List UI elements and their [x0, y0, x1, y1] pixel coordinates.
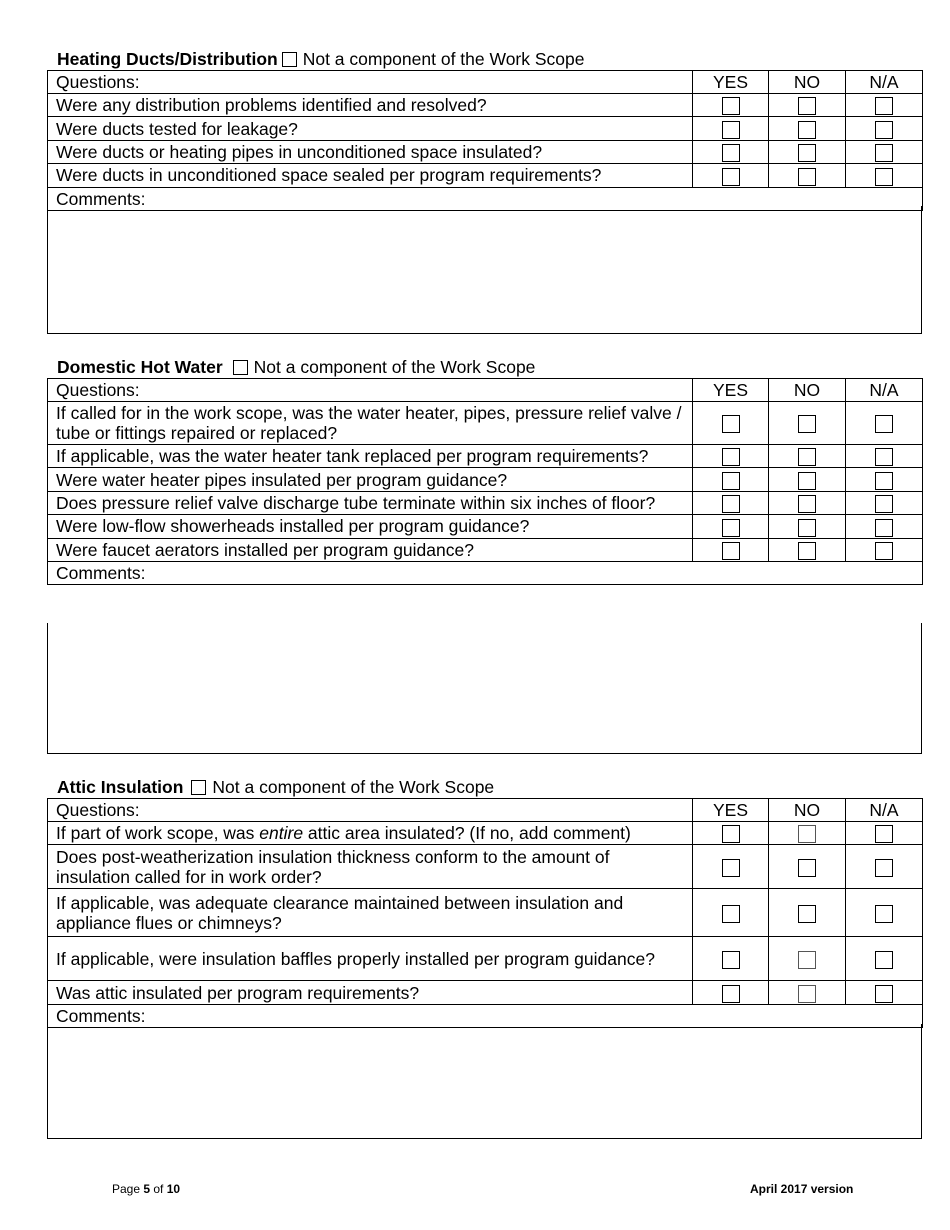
no-checkbox[interactable]: [798, 495, 816, 513]
no-checkbox[interactable]: [798, 985, 816, 1003]
question-text: Were water heater pipes insulated per program guidance?: [48, 468, 693, 491]
no-header: NO: [769, 799, 846, 822]
yes-header: YES: [693, 379, 769, 402]
question-text: If applicable, was adequate clearance maintained between insulation and appliance flues or chimneys?: [48, 889, 693, 937]
na-checkbox[interactable]: [875, 519, 893, 537]
question-text: [48, 822, 693, 845]
yes-checkbox[interactable]: [722, 905, 740, 923]
yes-header: YES: [693, 71, 769, 94]
na-checkbox[interactable]: [875, 825, 893, 843]
question-row: [48, 468, 923, 491]
question-text: Were ducts in unconditioned space sealed per program requirements?: [48, 164, 693, 187]
comments-area[interactable]: [47, 206, 922, 334]
questions-header: Questions:: [48, 379, 693, 402]
no-checkbox[interactable]: [798, 121, 816, 139]
no-checkbox[interactable]: [798, 168, 816, 186]
no-checkbox[interactable]: [798, 951, 816, 969]
no-checkbox[interactable]: [798, 97, 816, 115]
comments-area[interactable]: [47, 623, 922, 754]
na-checkbox[interactable]: [875, 97, 893, 115]
domestic-hot-water-title-line: [57, 357, 535, 377]
question-row: [48, 94, 923, 117]
not-in-scope-checkbox[interactable]: [191, 780, 206, 795]
no-checkbox[interactable]: [798, 415, 816, 433]
question-text: Were low-flow showerheads installed per program guidance?: [48, 515, 693, 538]
no-checkbox[interactable]: [798, 448, 816, 466]
na-checkbox[interactable]: [875, 859, 893, 877]
na-header: N/A: [846, 379, 923, 402]
na-checkbox[interactable]: [875, 951, 893, 969]
yes-header: YES: [693, 799, 769, 822]
yes-checkbox[interactable]: [722, 859, 740, 877]
question-row: [48, 491, 923, 514]
na-checkbox[interactable]: [875, 472, 893, 490]
na-header: N/A: [846, 71, 923, 94]
question-row: [48, 845, 923, 889]
question-text: If applicable, was the water heater tank replaced per program requirements?: [48, 445, 693, 468]
yes-checkbox[interactable]: [722, 448, 740, 466]
not-in-scope-checkbox[interactable]: [282, 52, 297, 67]
no-checkbox[interactable]: [798, 519, 816, 537]
page-total: 10: [166, 1182, 181, 1196]
question-row: [48, 164, 923, 187]
question-text-emphasis: entire: [259, 823, 304, 844]
comments-label: Comments:: [48, 187, 923, 210]
not-in-scope-label: Not a component of the Work Scope: [302, 49, 585, 69]
question-text: Were any distribution problems identified and resolved?: [48, 94, 693, 117]
table-header-row: [48, 379, 923, 402]
no-checkbox[interactable]: [798, 905, 816, 923]
no-checkbox[interactable]: [798, 144, 816, 162]
table-header-row: [48, 799, 923, 822]
comments-label: Comments:: [48, 561, 923, 584]
question-text: Were ducts or heating pipes in unconditioned space insulated?: [48, 140, 693, 163]
questions-header: Questions:: [48, 71, 693, 94]
yes-checkbox[interactable]: [722, 825, 740, 843]
no-header: NO: [769, 71, 846, 94]
question-row: [48, 515, 923, 538]
yes-checkbox[interactable]: [722, 985, 740, 1003]
question-text: Does pressure relief valve discharge tube terminate within six inches of floor?: [48, 491, 693, 514]
comments-label-row: [48, 561, 923, 584]
yes-checkbox[interactable]: [722, 519, 740, 537]
question-row: [48, 445, 923, 468]
question-row: [48, 981, 923, 1004]
questions-table: [47, 798, 923, 1028]
question-text: Does post-weatherization insulation thickness conform to the amount of insulation called for in work order?: [48, 845, 693, 889]
not-in-scope-label: Not a component of the Work Scope: [253, 357, 536, 377]
no-checkbox[interactable]: [798, 825, 816, 843]
question-text: If called for in the work scope, was the water heater, pipes, pressure relief valve / tube or fittings repaired or replaced?: [48, 402, 693, 445]
na-checkbox[interactable]: [875, 495, 893, 513]
version-label: April 2017 version: [750, 1182, 854, 1196]
questions-header: Questions:: [48, 799, 693, 822]
question-row: [48, 402, 923, 445]
comments-label: Comments:: [48, 1004, 923, 1027]
na-checkbox[interactable]: [875, 542, 893, 560]
question-row: [48, 937, 923, 981]
na-checkbox[interactable]: [875, 121, 893, 139]
yes-checkbox[interactable]: [722, 472, 740, 490]
questions-table: [47, 70, 923, 211]
question-row: [48, 822, 923, 845]
yes-checkbox[interactable]: [722, 951, 740, 969]
not-in-scope-label: Not a component of the Work Scope: [212, 777, 495, 797]
comments-area[interactable]: [47, 1024, 922, 1139]
section-title: Domestic Hot Water: [57, 357, 223, 377]
na-checkbox[interactable]: [875, 448, 893, 466]
question-row: [48, 117, 923, 140]
yes-checkbox[interactable]: [722, 97, 740, 115]
table-header-row: [48, 71, 923, 94]
na-checkbox[interactable]: [875, 168, 893, 186]
yes-checkbox[interactable]: [722, 144, 740, 162]
question-text: Was attic insulated per program requirements?: [48, 981, 693, 1004]
no-checkbox[interactable]: [798, 472, 816, 490]
page-prefix: Page: [112, 1182, 144, 1196]
section-title: Heating Ducts/Distribution: [57, 49, 278, 69]
yes-checkbox[interactable]: [722, 168, 740, 186]
question-row: [48, 538, 923, 561]
no-checkbox[interactable]: [798, 859, 816, 877]
page-of: of: [150, 1182, 167, 1196]
question-text: Were ducts tested for leakage?: [48, 117, 693, 140]
not-in-scope-checkbox[interactable]: [233, 360, 248, 375]
attic-insulation-title-line: [57, 777, 494, 797]
na-header: N/A: [846, 799, 923, 822]
na-checkbox[interactable]: [875, 144, 893, 162]
page-current: 5: [143, 1182, 151, 1196]
question-text: Were faucet aerators installed per program guidance?: [48, 538, 693, 561]
section-title: Attic Insulation: [57, 777, 184, 797]
na-checkbox[interactable]: [875, 415, 893, 433]
no-checkbox[interactable]: [798, 542, 816, 560]
question-text-after: attic area insulated? (If no, add comment): [303, 823, 631, 844]
question-row: [48, 140, 923, 163]
yes-checkbox[interactable]: [722, 121, 740, 139]
questions-table: [47, 378, 923, 585]
yes-checkbox[interactable]: [722, 415, 740, 433]
question-text: If applicable, were insulation baffles properly installed per program guidance?: [48, 937, 693, 981]
page-number: [112, 1182, 180, 1196]
question-text-before: If part of work scope, was: [56, 823, 260, 844]
na-checkbox[interactable]: [875, 985, 893, 1003]
question-row: [48, 889, 923, 937]
yes-checkbox[interactable]: [722, 542, 740, 560]
na-checkbox[interactable]: [875, 905, 893, 923]
yes-checkbox[interactable]: [722, 495, 740, 513]
heating-ducts-title-line: [57, 49, 584, 69]
no-header: NO: [769, 379, 846, 402]
